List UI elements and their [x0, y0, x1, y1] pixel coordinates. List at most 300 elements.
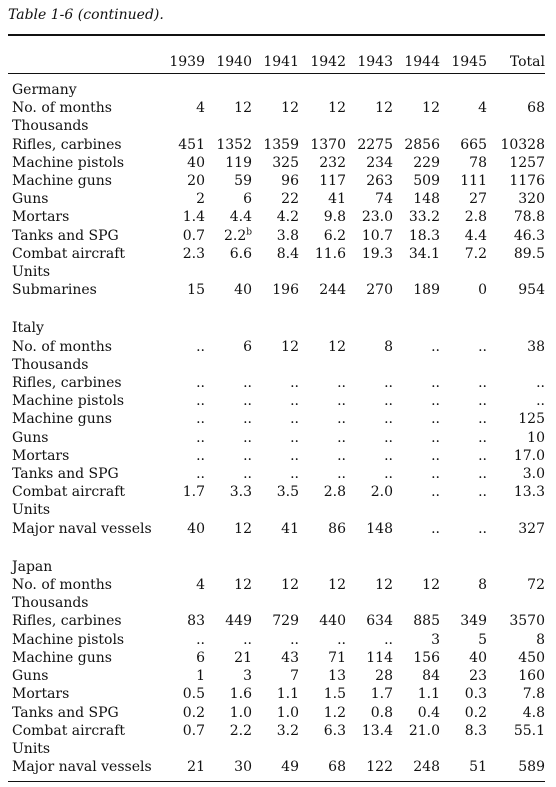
table-cell: [440, 99, 487, 117]
empty-cell: [440, 356, 487, 374]
table-cell: [252, 722, 299, 740]
table-cell: [205, 520, 252, 538]
table-row: [8, 136, 545, 154]
row-label: Rifles, carbines: [12, 136, 122, 153]
empty-cell: [346, 740, 393, 758]
bottom-rule: [8, 781, 545, 782]
cell-value: ..: [243, 447, 252, 464]
table-row: [8, 99, 545, 117]
cell-value: 68: [328, 759, 346, 776]
cell-value: 160: [518, 668, 545, 685]
cell-value: 10328: [500, 136, 545, 153]
table-cell: [487, 392, 545, 410]
cell-value: ..: [243, 466, 252, 483]
cell-value: 450: [518, 649, 545, 666]
table-cell: [393, 392, 440, 410]
table-cell: [299, 520, 346, 538]
table-cell: [158, 483, 205, 501]
table-cell: [440, 154, 487, 172]
table-cell: [393, 99, 440, 117]
table-cell: [346, 649, 393, 667]
table-row: [8, 576, 545, 594]
table-row: [8, 392, 545, 410]
table-cell: [346, 685, 393, 703]
cell-value: 954: [518, 282, 545, 299]
row-label: Guns: [12, 429, 49, 446]
cell-value: 1176: [509, 173, 545, 190]
table-row: [8, 410, 545, 428]
row-label: Major naval vessels: [12, 520, 152, 537]
table-cell: [440, 722, 487, 740]
empty-cell: [440, 117, 487, 135]
footnote-mark: b: [246, 226, 252, 237]
table-cell: [393, 136, 440, 154]
cell-value: 111: [460, 173, 487, 190]
cell-value: 4: [196, 577, 205, 594]
row-label: Tanks and SPG: [12, 704, 119, 721]
cell-value: 6: [243, 338, 252, 355]
table-cell: [252, 649, 299, 667]
cell-value: 46.3: [513, 227, 545, 244]
table-cell: [346, 576, 393, 594]
table-cell: [393, 410, 440, 428]
cell-value: ..: [337, 631, 346, 648]
cell-value: 6: [243, 191, 252, 208]
cell-value: 2.0: [370, 484, 393, 501]
cell-value: 6: [196, 649, 205, 666]
table-cell: [487, 722, 545, 740]
cell-value: 8: [478, 577, 487, 594]
cell-value: 49: [281, 759, 299, 776]
cell-value: ..: [337, 429, 346, 446]
country-heading-row: [8, 556, 545, 576]
table-cell: [205, 465, 252, 483]
empty-cell: [158, 501, 205, 519]
table-cell: [205, 208, 252, 226]
cell-value: 12: [234, 100, 252, 117]
table-row: [8, 612, 545, 630]
cell-value: 8: [384, 338, 393, 355]
column-header-row: [8, 48, 545, 79]
cell-value: 119: [225, 154, 252, 171]
table-row: [8, 722, 545, 740]
cell-value: 40: [187, 154, 205, 171]
cell-value: 9.8: [323, 209, 346, 226]
cell-value: 6.6: [229, 245, 252, 262]
table-cell: [158, 667, 205, 685]
table-cell: [440, 649, 487, 667]
cell-value: ..: [196, 631, 205, 648]
cell-value: ..: [478, 375, 487, 392]
cell-value: ..: [337, 393, 346, 410]
empty-cell: [252, 501, 299, 519]
table-cell: [487, 685, 545, 703]
cell-value: 4: [478, 100, 487, 117]
cell-value: 41: [328, 191, 346, 208]
cell-value: 325: [272, 154, 299, 171]
table-cell: [440, 704, 487, 722]
cell-value: 244: [319, 282, 346, 299]
table-cell: [393, 576, 440, 594]
cell-value: 4.4: [464, 227, 487, 244]
cell-value: 72: [527, 577, 545, 594]
table-cell: [346, 410, 393, 428]
cell-value: ..: [290, 631, 299, 648]
empty-cell: [252, 740, 299, 758]
cell-value: 2.2: [223, 227, 247, 244]
table-cell: [393, 631, 440, 649]
table-cell: [158, 612, 205, 630]
cell-value: ..: [337, 466, 346, 483]
table-cell: [487, 136, 545, 154]
table-row: [8, 649, 545, 667]
table-cell: [205, 281, 252, 299]
cell-value: ..: [243, 375, 252, 392]
cell-value: 4.4: [229, 209, 252, 226]
cell-value: ..: [478, 520, 487, 537]
cell-value: 12: [375, 100, 393, 117]
cell-value: 8: [536, 631, 545, 648]
table-cell: [393, 154, 440, 172]
cell-value: 7.8: [522, 686, 545, 703]
table-cell: [393, 172, 440, 190]
table-cell: [487, 190, 545, 208]
empty-cell: [252, 356, 299, 374]
row-label: Rifles, carbines: [12, 375, 122, 392]
table-cell: [252, 99, 299, 117]
table-cell: [440, 281, 487, 299]
cell-value: 12: [234, 520, 252, 537]
empty-cell: [440, 263, 487, 281]
cell-value: 96: [281, 173, 299, 190]
cell-value: 38: [527, 338, 545, 355]
cell-value: 0.7: [182, 722, 205, 739]
empty-cell: [158, 117, 205, 135]
cell-value: 51: [469, 759, 487, 776]
cell-value: ..: [384, 429, 393, 446]
row-label: Mortars: [12, 447, 70, 464]
table-cell: [346, 429, 393, 447]
country-heading: Japan: [12, 558, 53, 575]
table-cell: [205, 392, 252, 410]
unit-label: Thousands: [12, 118, 89, 135]
column-header: 1942: [310, 54, 346, 70]
table-cell: [299, 483, 346, 501]
table-cell: [158, 410, 205, 428]
table-cell: [393, 338, 440, 356]
cell-value: 1.0: [229, 704, 252, 721]
cell-value: 3: [243, 668, 252, 685]
empty-cell: [346, 356, 393, 374]
table-cell: [487, 281, 545, 299]
empty-cell: [299, 594, 346, 612]
table-cell: [252, 447, 299, 465]
table-cell: [440, 392, 487, 410]
table-cell: [299, 447, 346, 465]
unit-label: Units: [12, 502, 51, 519]
cell-value: 1.5: [323, 686, 346, 703]
cell-value: 229: [413, 154, 440, 171]
cell-value: 12: [281, 577, 299, 594]
cell-value: 41: [281, 520, 299, 537]
cell-value: 68: [527, 100, 545, 117]
cell-value: ..: [243, 429, 252, 446]
cell-value: 6.3: [323, 722, 346, 739]
table-cell: [393, 429, 440, 447]
cell-value: 11.6: [314, 245, 346, 262]
table-cell: [252, 227, 299, 245]
table-cell: [346, 447, 393, 465]
table-cell: [158, 99, 205, 117]
cell-value: 232: [319, 154, 346, 171]
cell-value: 3.2: [276, 722, 299, 739]
cell-value: 34.1: [408, 245, 440, 262]
empty-cell: [205, 263, 252, 281]
empty-cell: [487, 117, 545, 135]
table-cell: [346, 704, 393, 722]
table-cell: [299, 465, 346, 483]
cell-value: 1.2: [323, 704, 346, 721]
cell-value: 43: [281, 649, 299, 666]
cell-value: 4: [196, 100, 205, 117]
table-cell: [393, 190, 440, 208]
table-cell: [440, 447, 487, 465]
table-row: [8, 685, 545, 703]
cell-value: 55.1: [513, 722, 545, 739]
column-header: 1939: [169, 54, 205, 70]
table-row: [8, 631, 545, 649]
table-cell: [299, 172, 346, 190]
cell-value: ..: [478, 466, 487, 483]
cell-value: ..: [196, 411, 205, 428]
row-label: Combat aircraft: [12, 245, 126, 262]
table-cell: [205, 649, 252, 667]
table-row: [8, 154, 545, 172]
cell-value: 6.2: [323, 227, 346, 244]
table-cell: [205, 374, 252, 392]
table-cell: [205, 483, 252, 501]
table-cell: [158, 374, 205, 392]
cell-value: 2.3: [182, 245, 205, 262]
cell-value: ..: [196, 447, 205, 464]
table-cell: [440, 429, 487, 447]
empty-cell: [205, 594, 252, 612]
production-table: [8, 48, 545, 776]
cell-value: ..: [431, 466, 440, 483]
cell-value: 12: [328, 577, 346, 594]
table-cell: [440, 520, 487, 538]
table-cell: [299, 410, 346, 428]
country-heading: Italy: [12, 320, 44, 337]
cell-value: 12: [328, 338, 346, 355]
cell-value: ..: [290, 411, 299, 428]
cell-value: 13.3: [513, 484, 545, 501]
table-cell: [393, 758, 440, 776]
cell-value: 1.1: [417, 686, 440, 703]
table-cell: [393, 208, 440, 226]
table-cell: [299, 99, 346, 117]
table-cell: [252, 374, 299, 392]
table-cell: [346, 338, 393, 356]
empty-cell: [346, 263, 393, 281]
cell-value: 509: [413, 173, 440, 190]
table-cell: [487, 667, 545, 685]
table-row: [8, 483, 545, 501]
cell-value: 2: [196, 191, 205, 208]
table-row: [8, 374, 545, 392]
table-cell: [346, 99, 393, 117]
table-cell: [299, 612, 346, 630]
unit-label: Units: [12, 740, 51, 757]
table-cell: [158, 392, 205, 410]
cell-value: 0.5: [182, 686, 205, 703]
cell-value: 440: [319, 613, 346, 630]
table-cell: [299, 685, 346, 703]
cell-value: 2.8: [323, 484, 346, 501]
cell-value: 0.4: [417, 704, 440, 721]
empty-cell: [299, 740, 346, 758]
row-label: Machine guns: [12, 411, 112, 428]
empty-cell: [299, 117, 346, 135]
cell-value: 1.7: [182, 484, 205, 501]
cell-value: 248: [413, 759, 440, 776]
row-label: No. of months: [12, 338, 112, 355]
cell-value: 17.0: [513, 447, 545, 464]
table-body: [8, 79, 545, 776]
country-heading: Germany: [12, 82, 77, 98]
table-cell: [205, 576, 252, 594]
table-cell: [346, 281, 393, 299]
unit-label: Units: [12, 264, 51, 281]
cell-value: 12: [375, 577, 393, 594]
table-cell: [299, 392, 346, 410]
cell-value: 156: [413, 649, 440, 666]
table-cell: [440, 465, 487, 483]
table-cell: [299, 154, 346, 172]
cell-value: 634: [366, 613, 393, 630]
cell-value: ..: [431, 393, 440, 410]
cell-value: ..: [478, 447, 487, 464]
cell-value: 3.3: [229, 484, 252, 501]
table-cell: [299, 631, 346, 649]
table-cell: [440, 338, 487, 356]
table-cell: [440, 245, 487, 263]
cell-value: 3570: [509, 613, 545, 630]
table-row: [8, 245, 545, 263]
table-cell: [205, 227, 252, 245]
table-cell: [440, 667, 487, 685]
cell-value: 12: [281, 100, 299, 117]
column-header-stub: [8, 48, 158, 79]
table-cell: [299, 429, 346, 447]
table-cell: [299, 190, 346, 208]
table-cell: [299, 208, 346, 226]
cell-value: 263: [366, 173, 393, 190]
cell-value: 3.5: [276, 484, 299, 501]
table-cell: [252, 612, 299, 630]
cell-value: 320: [518, 191, 545, 208]
table-cell: [252, 631, 299, 649]
cell-value: 0.3: [464, 686, 487, 703]
cell-value: 1.0: [276, 704, 299, 721]
row-label: Tanks and SPG: [12, 466, 119, 483]
table-cell: [299, 704, 346, 722]
cell-value: 20: [187, 173, 205, 190]
table-cell: [158, 338, 205, 356]
table-cell: [299, 136, 346, 154]
cell-value: 33.2: [408, 209, 440, 226]
cell-value: 86: [328, 520, 346, 537]
cell-value: 15: [187, 282, 205, 299]
table-cell: [346, 612, 393, 630]
cell-value: 589: [518, 759, 545, 776]
row-label: Machine guns: [12, 649, 112, 666]
table-cell: [299, 758, 346, 776]
table-caption: Table 1-6 (continued).: [8, 7, 164, 23]
cell-value: 1257: [509, 154, 545, 171]
unit-label: Thousands: [12, 356, 89, 373]
cell-value: 30: [234, 759, 252, 776]
cell-value: 449: [225, 613, 252, 630]
cell-value: 4.2: [276, 209, 299, 226]
table-cell: [158, 227, 205, 245]
table-cell: [346, 190, 393, 208]
table-cell: [487, 612, 545, 630]
cell-value: 1.7: [370, 686, 393, 703]
cell-value: 84: [422, 668, 440, 685]
table-cell: [346, 483, 393, 501]
table-row: [8, 501, 545, 519]
cell-value: ..: [384, 631, 393, 648]
cell-value: 189: [413, 282, 440, 299]
cell-value: 12: [234, 577, 252, 594]
cell-value: 23.0: [361, 209, 393, 226]
table-cell: [205, 429, 252, 447]
column-header: 1944: [404, 54, 440, 70]
table-cell: [158, 465, 205, 483]
cell-value: ..: [478, 393, 487, 410]
cell-value: 13.4: [361, 722, 393, 739]
table-cell: [346, 172, 393, 190]
cell-value: 2.2: [229, 722, 252, 739]
cell-value: ..: [196, 429, 205, 446]
table-cell: [205, 631, 252, 649]
table-cell: [252, 685, 299, 703]
table-cell: [252, 758, 299, 776]
table-cell: [205, 722, 252, 740]
section-spacer: [8, 538, 545, 556]
empty-cell: [487, 501, 545, 519]
table-cell: [205, 99, 252, 117]
empty-cell: [252, 263, 299, 281]
row-label: Mortars: [12, 209, 70, 226]
cell-value: ..: [384, 466, 393, 483]
row-label: Combat aircraft: [12, 722, 126, 739]
column-header: Total: [509, 54, 545, 70]
table-cell: [205, 758, 252, 776]
table-cell: [440, 410, 487, 428]
cell-value: 19.3: [361, 245, 393, 262]
table-row: [8, 263, 545, 281]
cell-value: ..: [290, 429, 299, 446]
table-cell: [346, 465, 393, 483]
cell-value: 2856: [404, 136, 440, 153]
cell-value: ..: [536, 393, 545, 410]
cell-value: 89.5: [513, 245, 545, 262]
table-cell: [346, 154, 393, 172]
table-cell: [440, 208, 487, 226]
table-cell: [252, 245, 299, 263]
